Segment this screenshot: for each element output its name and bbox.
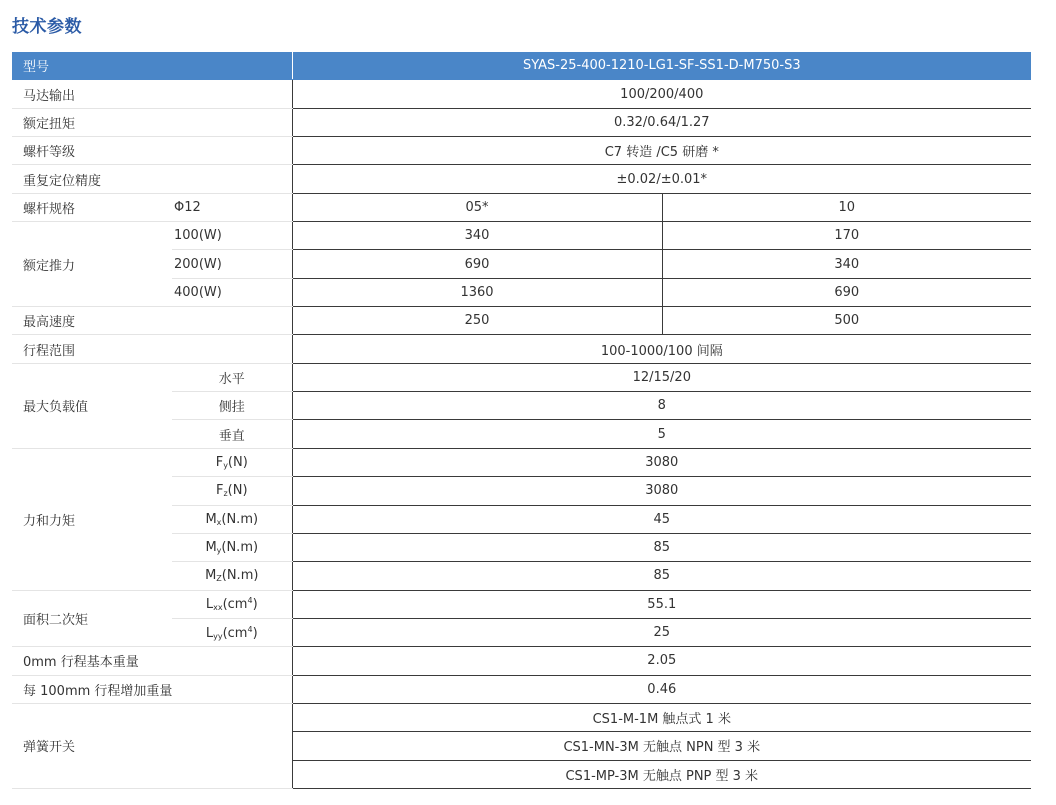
row-value: 25 [292, 618, 1031, 646]
row-label: 最高速度 [12, 307, 292, 335]
row-value: 100-1000/100 间隔 [292, 335, 1031, 363]
page-title: 技术参数 [12, 17, 82, 37]
row-label: 面积二次矩 [12, 590, 172, 647]
table-row-added-weight [12, 675, 1031, 703]
row-value: 0.32/0.64/1.27 [292, 108, 1031, 136]
row-value: CS1-MP-3M 无触点 PNP 型 3 米 [292, 760, 1031, 788]
table-row-screw-spec [12, 193, 1031, 221]
row-value-b: 340 [662, 250, 1031, 278]
row-sublabel: Φ12 [172, 193, 292, 221]
row-value: 85 [292, 533, 1031, 561]
row-value: 12/15/20 [292, 363, 1031, 391]
row-sublabel: 水平 [172, 363, 292, 391]
row-sublabel: $M_x(N.m)$ [172, 505, 292, 533]
row-label: 每 100mm 行程增加重量 [12, 675, 292, 703]
row-value: 55.1 [292, 590, 1031, 618]
row-label: 弹簧开关 [12, 703, 292, 788]
row-label: 螺杆等级 [12, 137, 292, 165]
row-value-b: 170 [662, 222, 1031, 250]
row-value: 45 [292, 505, 1031, 533]
row-sublabel: $M_y(N.m)$ [172, 533, 292, 561]
table-row-repeat-accuracy [12, 165, 1031, 193]
row-sublabel: $F_y(N)$ [172, 448, 292, 476]
row-label: 螺杆规格 [12, 193, 172, 221]
row-value-a: 340 [292, 222, 662, 250]
row-sublabel: 200(W) [172, 250, 292, 278]
row-sublabel: 100(W) [172, 222, 292, 250]
table-row-force-moment [12, 448, 1031, 476]
row-value: SYAS-25-400-1210-LG1-SF-SS1-D-M750-S3 [292, 52, 1031, 80]
table-row-spring-switch [12, 703, 1031, 731]
table-row-motor-output [12, 80, 1031, 108]
spec-table [12, 52, 1031, 789]
row-value: 100/200/400 [292, 80, 1031, 108]
row-value: 85 [292, 562, 1031, 590]
table-row-area-moment [12, 590, 1031, 618]
row-label: 最大负载值 [12, 363, 172, 448]
row-value: 5 [292, 420, 1031, 448]
row-label: 行程范围 [12, 335, 292, 363]
row-value-b: 690 [662, 278, 1031, 306]
row-label: 力和力矩 [12, 448, 172, 590]
row-sublabel: $F_z(N)$ [172, 477, 292, 505]
table-row-screw-grade [12, 137, 1031, 165]
row-value: CS1-MN-3M 无触点 NPN 型 3 米 [292, 732, 1031, 760]
row-value-a: 05* [292, 193, 662, 221]
row-value-b: 10 [662, 193, 1031, 221]
row-value: 3080 [292, 448, 1031, 476]
row-label: 重复定位精度 [12, 165, 292, 193]
row-label: 额定扭矩 [12, 108, 292, 136]
row-label: 马达输出 [12, 80, 292, 108]
row-sublabel: $M_Z(N.m)$ [172, 562, 292, 590]
row-value: 3080 [292, 477, 1031, 505]
table-row-stroke-range [12, 335, 1031, 363]
row-value: C7 转造 /C5 研磨 * [292, 137, 1031, 165]
row-label: 0mm 行程基本重量 [12, 647, 292, 675]
row-sublabel: $L_{yy}(cm^4)$ [172, 618, 292, 646]
row-label: 额定推力 [12, 222, 172, 307]
row-value: 0.46 [292, 675, 1031, 703]
row-value-a: 1360 [292, 278, 662, 306]
row-value-b: 500 [662, 307, 1031, 335]
row-sublabel: 垂直 [172, 420, 292, 448]
table-row-base-weight [12, 647, 1031, 675]
table-row-rated-torque [12, 108, 1031, 136]
row-value: 2.05 [292, 647, 1031, 675]
row-value: 8 [292, 392, 1031, 420]
row-value-a: 250 [292, 307, 662, 335]
row-label: 型号 [12, 52, 292, 80]
row-value: ±0.02/±0.01* [292, 165, 1031, 193]
table-row-max-speed [12, 307, 1031, 335]
row-value: CS1-M-1M 触点式 1 米 [292, 703, 1031, 731]
table-row-model [12, 52, 1031, 80]
table-row-rated-thrust [12, 222, 1031, 250]
row-sublabel: $L_{xx}(cm^4)$ [172, 590, 292, 618]
table-row-max-load [12, 363, 1031, 391]
row-sublabel: 侧挂 [172, 392, 292, 420]
row-sublabel: 400(W) [172, 278, 292, 306]
row-value-a: 690 [292, 250, 662, 278]
